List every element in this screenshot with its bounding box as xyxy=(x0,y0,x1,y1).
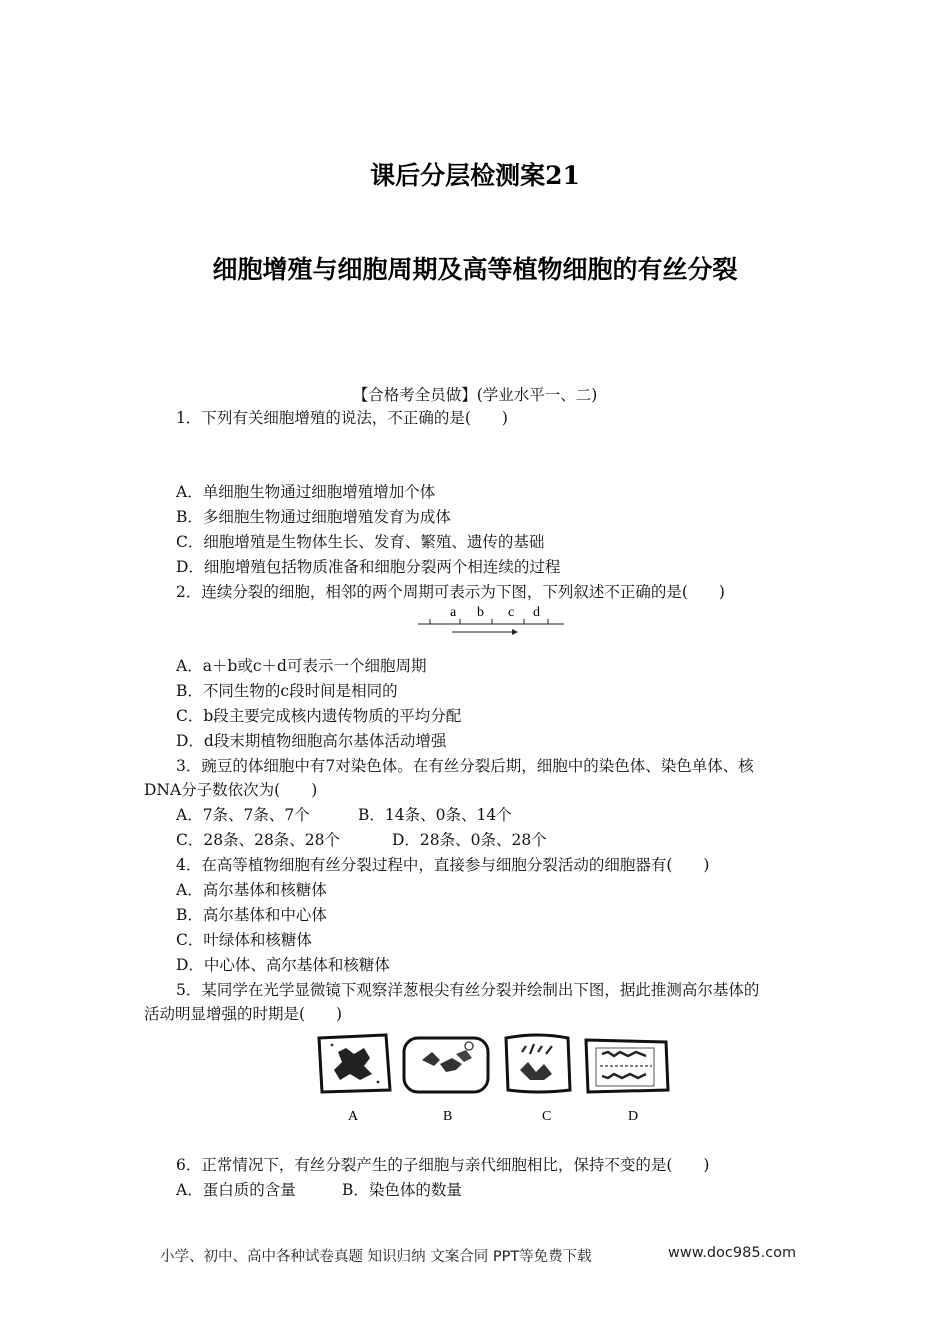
cell-cycle-figure xyxy=(416,604,566,638)
q4-stem: 4．在高等植物细胞有丝分裂过程中，直接参与细胞分裂活动的细胞器有( ) xyxy=(176,856,710,874)
q6-option-b: B．染色体的数量 xyxy=(342,1181,462,1199)
q5-stem-line2: 活动明显增强的时期是( ) xyxy=(144,1005,343,1023)
q1-stem: 1．下列有关细胞增殖的说法，不正确的是( ) xyxy=(176,409,508,427)
figure-label-C: C xyxy=(542,1109,552,1124)
q3-option-b: B．14条、0条、14个 xyxy=(358,806,512,824)
cell-d-drawing xyxy=(586,1040,668,1092)
q1-option-b: B．多细胞生物通过细胞增殖发育为成体 xyxy=(176,508,451,526)
q3-option-a: A．7条、7条、7个 xyxy=(176,806,310,824)
section-heading: 【合格考全员做】(学业水平一、二) xyxy=(352,386,598,404)
q3-option-d: D．28条、0条、28个 xyxy=(392,831,547,849)
q1-option-a: A．单细胞生物通过细胞增殖增加个体 xyxy=(176,483,436,501)
figure-label-c: c xyxy=(508,605,515,620)
q4-option-b: B．高尔基体和中心体 xyxy=(176,906,327,924)
q6-option-a: A．蛋白质的含量 xyxy=(176,1181,296,1199)
page-title: 课后分层检测案21 xyxy=(370,161,580,190)
q5-stem-line1: 5．某同学在光学显微镜下观察洋葱根尖有丝分裂并绘制出下图，据此推测高尔基体的 xyxy=(176,981,760,999)
q1-option-c: C．细胞增殖是生物体生长、发育、繁殖、遗传的基础 xyxy=(176,533,545,551)
figure-label-D: D xyxy=(628,1109,639,1124)
q3-option-c: C．28条、28条、28个 xyxy=(176,831,341,849)
cell-b-drawing xyxy=(404,1038,488,1092)
q2-option-a: A．a＋b或c＋d可表示一个细胞周期 xyxy=(176,657,427,675)
q2-option-d: D．d段末期植物细胞高尔基体活动增强 xyxy=(176,732,447,750)
page-subtitle: 细胞增殖与细胞周期及高等植物细胞的有丝分裂 xyxy=(212,255,738,284)
q3-stem-line2: DNA分子数依次为( ) xyxy=(144,781,318,799)
q1-option-d: D．细胞增殖包括物质准备和细胞分裂两个相连续的过程 xyxy=(176,558,561,576)
q6-stem: 6．正常情况下，有丝分裂产生的子细胞与亲代细胞相比，保持不变的是( ) xyxy=(176,1156,710,1174)
q2-stem: 2．连续分裂的细胞，相邻的两个周期可表示为下图，下列叙述不正确的是( ) xyxy=(176,583,725,601)
figure-label-B: B xyxy=(443,1109,453,1124)
footer-url[interactable]: www.doc985.com xyxy=(668,1245,797,1261)
footer-text: 小学、初中、高中各种试卷真题 知识归纳 文案合同 PPT等免费下载 xyxy=(160,1249,592,1265)
q4-option-d: D．中心体、高尔基体和核糖体 xyxy=(176,956,390,974)
cell-c-drawing xyxy=(506,1035,570,1092)
q4-option-c: C．叶绿体和核糖体 xyxy=(176,931,312,949)
figure-label-d: d xyxy=(533,605,540,620)
figure-label-b: b xyxy=(477,605,484,620)
figure-label-a: a xyxy=(450,605,457,620)
figure-label-A: A xyxy=(348,1109,359,1124)
q4-option-a: A．高尔基体和核糖体 xyxy=(176,881,327,899)
q3-stem-line1: 3．豌豆的体细胞中有7对染色体。在有丝分裂后期，细胞中的染色体、染色单体、核 xyxy=(176,757,754,775)
mitosis-figure xyxy=(316,1030,670,1130)
cell-a-drawing xyxy=(319,1035,390,1092)
q2-option-b: B．不同生物的c段时间是相同的 xyxy=(176,682,398,700)
q2-option-c: C．b段主要完成核内遗传物质的平均分配 xyxy=(176,707,462,725)
